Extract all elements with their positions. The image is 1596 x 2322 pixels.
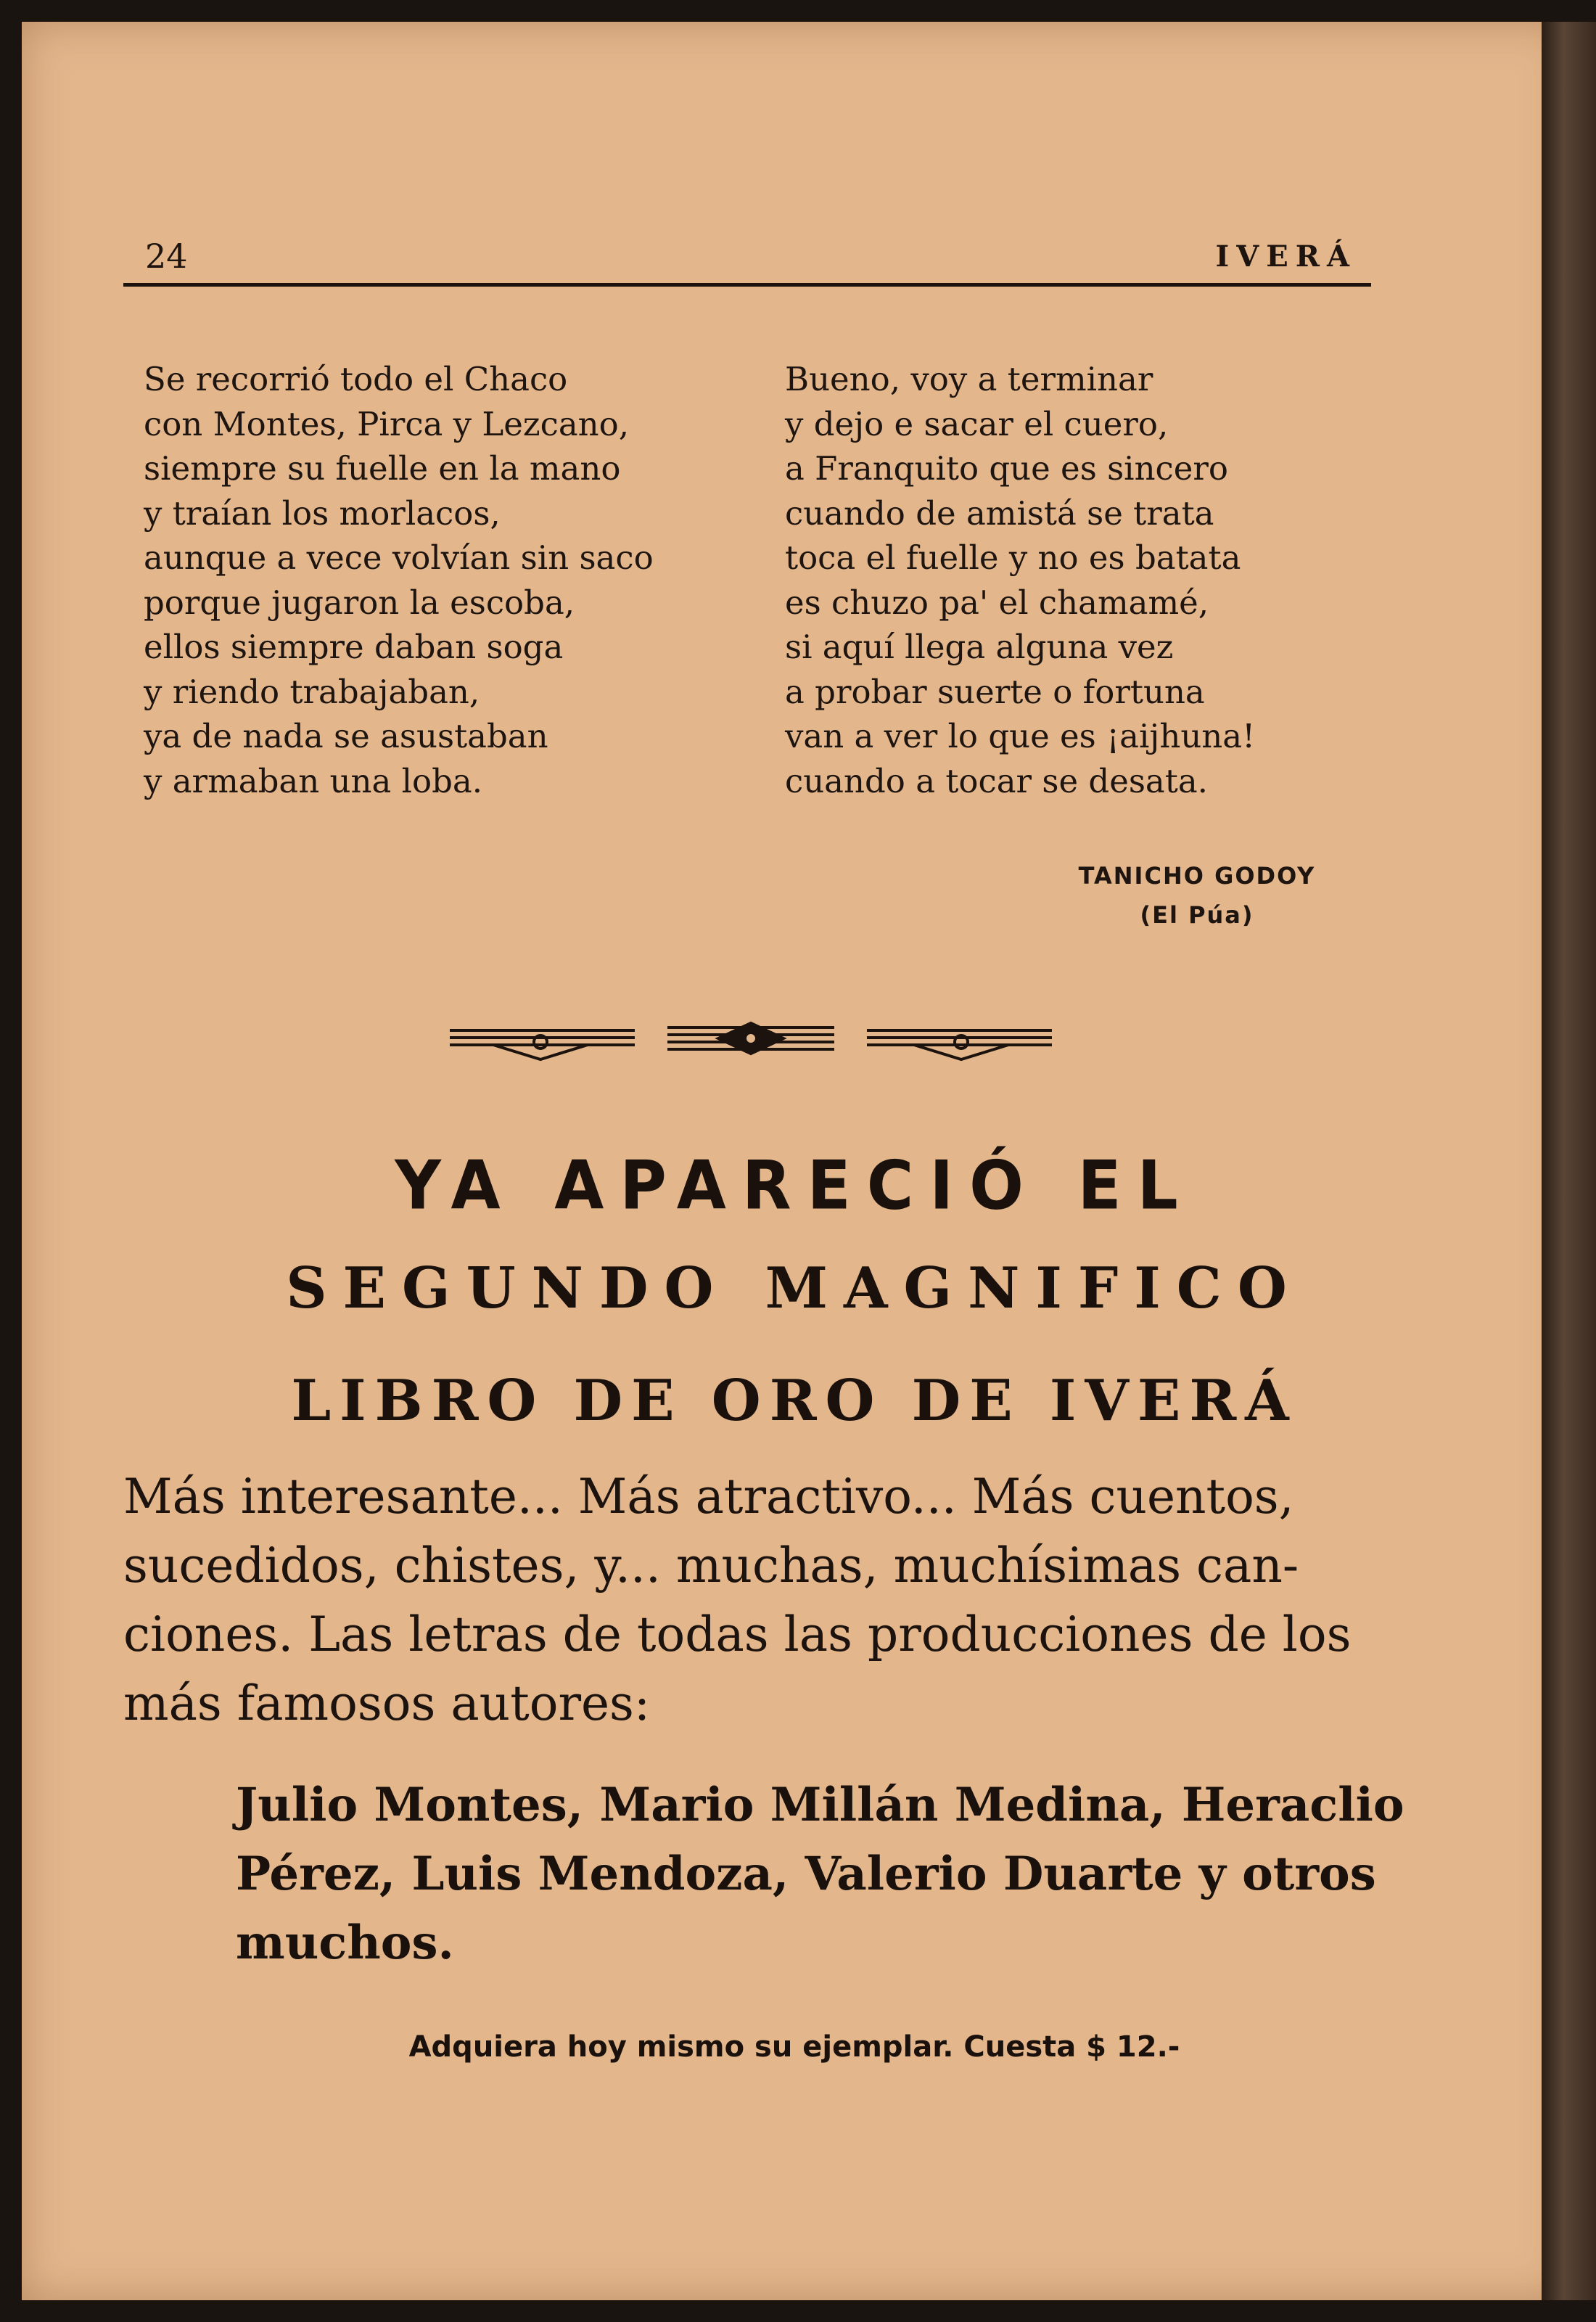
- poem-line: van a ver lo que es ¡aijhuna!: [785, 717, 1256, 755]
- poem-line: a probar suerte o fortuna: [785, 672, 1205, 711]
- book-spine-edge: [1542, 22, 1596, 2300]
- poem-line: ellos siempre daban soga: [144, 628, 564, 666]
- poem-line: y armaban una loba.: [144, 761, 483, 800]
- poem-line: Bueno, voy a terminar: [785, 360, 1153, 398]
- ad-headline-1: YA APARECIÓ EL: [395, 1146, 1194, 1225]
- ad-body: [123, 1462, 1386, 1738]
- ad-headline-2: SEGUNDO MAGNIFICO: [286, 1255, 1303, 1321]
- running-head: IVERÁ: [1215, 239, 1357, 274]
- page-header: [123, 232, 1371, 287]
- poem-right-column: [785, 357, 1255, 803]
- ad-footer: Adquiera hoy mismo su ejemplar. Cuesta $ 12.-: [408, 2030, 1180, 2064]
- ad-authors-line: muchos.: [236, 1916, 454, 1970]
- poem-line: es chuzo pa' el chamamé,: [785, 583, 1209, 622]
- page-number: 24: [145, 237, 188, 276]
- poem-line: Se recorrió todo el Chaco: [144, 360, 568, 398]
- ad-body-line: sucedidos, chistes, y... muchas, muchísimas can-: [123, 1538, 1299, 1593]
- ad-headline-3: LIBRO DE ORO DE IVERÁ: [291, 1368, 1298, 1434]
- poem-line: con Montes, Pirca y Lezcano,: [144, 404, 630, 443]
- ad-body-line: Más interesante... Más atractivo... Más cuentos,: [123, 1469, 1294, 1525]
- ad-authors-line: Pérez, Luis Mendoza, Valerio Duarte y otros: [236, 1847, 1376, 1901]
- poem-line: toca el fuelle y no es batata: [785, 538, 1241, 577]
- poem-line: ya de nada se asustaban: [144, 717, 548, 755]
- ad-authors-line: Julio Montes, Mario Millán Medina, Heraclio: [236, 1778, 1404, 1832]
- ad-authors-list: [236, 1771, 1404, 1977]
- ad-body-line: más famosos autores:: [123, 1675, 651, 1731]
- poem-line: si aquí llega alguna vez: [785, 628, 1174, 666]
- poem-line: a Franquito que es sincero: [785, 449, 1228, 488]
- author-alias: (El Púa): [1140, 901, 1254, 929]
- poem-author: [1030, 856, 1364, 935]
- poem-line: porque jugaron la escoba,: [144, 583, 575, 622]
- poem-line: y traían los morlacos,: [144, 493, 501, 533]
- poem-line: y dejo e sacar el cuero,: [785, 404, 1169, 443]
- poem-line: y riendo trabajaban,: [144, 672, 480, 711]
- poem-line: cuando de amistá se trata: [785, 493, 1214, 533]
- author-name: TANICHO GODOY: [1078, 862, 1316, 890]
- poem-line: aunque a vece volvían sin saco: [144, 538, 654, 577]
- book-page: [22, 22, 1567, 2300]
- poem-line: cuando a tocar se desata.: [785, 761, 1208, 800]
- poem-line: siempre su fuelle en la mano: [144, 449, 621, 488]
- ornament-divider-icon: [443, 1014, 1059, 1065]
- poem-left-column: [144, 357, 654, 803]
- ad-body-line: ciones. Las letras de todas las producciones de los: [123, 1607, 1352, 1662]
